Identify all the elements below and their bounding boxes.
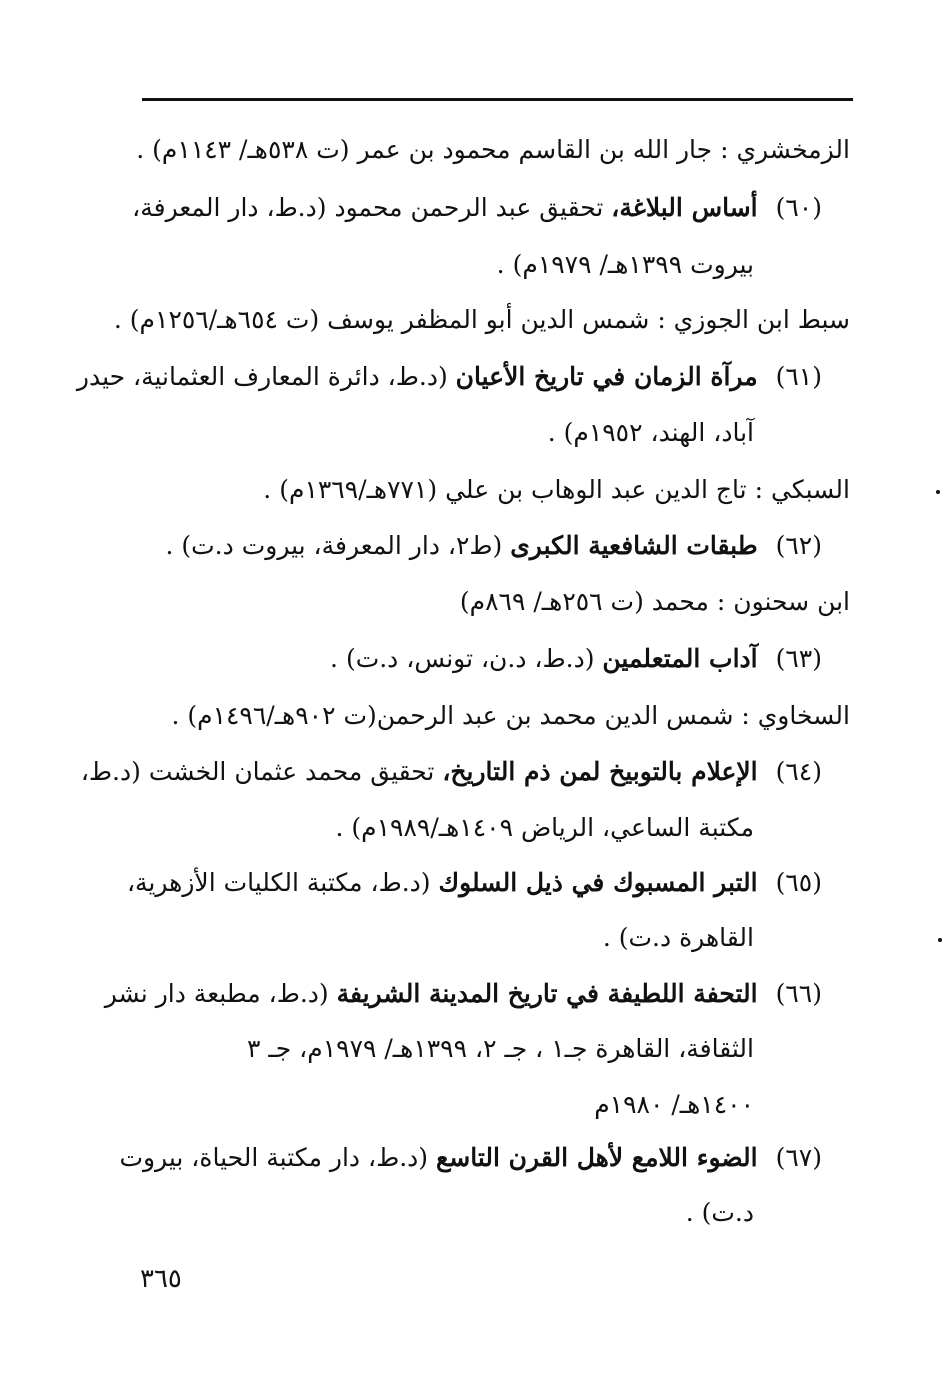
entry-line: [132, 191, 822, 225]
entry-line: [166, 529, 823, 563]
entry-number: (٦٢): [775, 531, 822, 560]
entry-title: آداب المتعلمين: [602, 644, 758, 673]
entry-continuation: آباد، الهند، ١٩٥٢م) .: [547, 418, 754, 447]
entry-continuation: بيروت ١٣٩٩هـ/ ١٩٧٩م) .: [496, 250, 754, 279]
scan-mark: [938, 938, 942, 942]
entry-line: [77, 360, 822, 394]
entry-details: (د.ط، مكتبة الكليات الأزهرية،: [126, 868, 439, 897]
entry-continuation: د.ت) .: [685, 1198, 754, 1227]
entry-title: طبقات الشافعية الكبرى: [510, 531, 758, 560]
entry-details: (ط٢، دار المعرفة، بيروت د.ت) .: [165, 531, 511, 560]
entry-number: (٦٥): [775, 868, 822, 897]
entry-line: [119, 1141, 822, 1175]
author-line: ابن سحنون : محمد (ت ٢٥٦هـ/ ٨٦٩م): [459, 587, 850, 616]
entry-details: (د.ط، دائرة المعارف العثمانية، حيدر: [76, 362, 456, 391]
entry-number: (٦٣): [775, 644, 822, 673]
entry-details: (د.ط، دار مكتبة الحياة، بيروت: [119, 1143, 436, 1172]
author-line: سبط ابن الجوزي : شمس الدين أبو المظفر يوسف (ت ٦٥٤هـ/١٢٥٦م) .: [113, 305, 850, 334]
entry-number: (٦٧): [775, 1143, 822, 1172]
entry-title: أساس البلاغة،: [611, 193, 758, 222]
entry-details: (د.ط، د.ن، تونس، د.ت) .: [330, 644, 603, 673]
entry-details: تحقيق محمد عثمان الخشت (د.ط،: [80, 757, 443, 786]
entry-line: [330, 642, 822, 676]
entry-continuation: القاهرة د.ت) .: [602, 923, 754, 952]
author-line: السخاوي : شمس الدين محمد بن عبد الرحمن(ت ٩٠٢هـ/١٤٩٦م) .: [171, 701, 850, 730]
entry-title: الإعلام بالتوبيخ لمن ذم التاريخ،: [442, 757, 758, 786]
entry-continuation: الثقافة، القاهرة جـ١ ، جـ ٢، ١٣٩٩هـ/ ١٩٧٩م، جـ ٣: [247, 1034, 754, 1063]
top-rule: [142, 98, 853, 101]
entry-title: التبر المسبوك في ذيل السلوك: [438, 868, 758, 897]
entry-title: الضوء اللامع لأهل القرن التاسع: [435, 1143, 758, 1172]
entry-number: (٦٤): [775, 757, 822, 786]
entry-continuation: مكتبة الساعي، الرياض ١٤٠٩هـ/١٩٨٩م) .: [335, 813, 754, 842]
scan-mark: [936, 490, 940, 494]
entry-details: تحقيق عبد الرحمن محمود (د.ط، دار المعرفة،: [132, 193, 612, 222]
page-number: ٣٦٥: [140, 1264, 182, 1294]
entry-continuation: ١٤٠٠هـ/ ١٩٨٠م: [594, 1090, 754, 1119]
entry-line: [127, 866, 822, 900]
entry-title: التحفة اللطيفة في تاريخ المدينة الشريفة: [336, 979, 758, 1008]
entry-line: [105, 977, 822, 1011]
entry-number: (٦١): [775, 362, 822, 391]
entry-details: (د.ط، مطبعة دار نشر: [104, 979, 337, 1008]
author-line: الزمخشري : جار الله بن القاسم محمود بن عمر (ت ٥٣٨هـ/ ١١٤٣م) .: [136, 135, 850, 164]
entry-number: (٦٠): [775, 193, 822, 222]
entry-title: مرآة الزمان في تاريخ الأعيان: [455, 362, 758, 391]
entry-number: (٦٦): [775, 979, 822, 1008]
entry-line: [81, 755, 822, 789]
author-line: السبكي : تاج الدين عبد الوهاب بن علي (٧٧١هـ/١٣٦٩م) .: [263, 475, 850, 504]
